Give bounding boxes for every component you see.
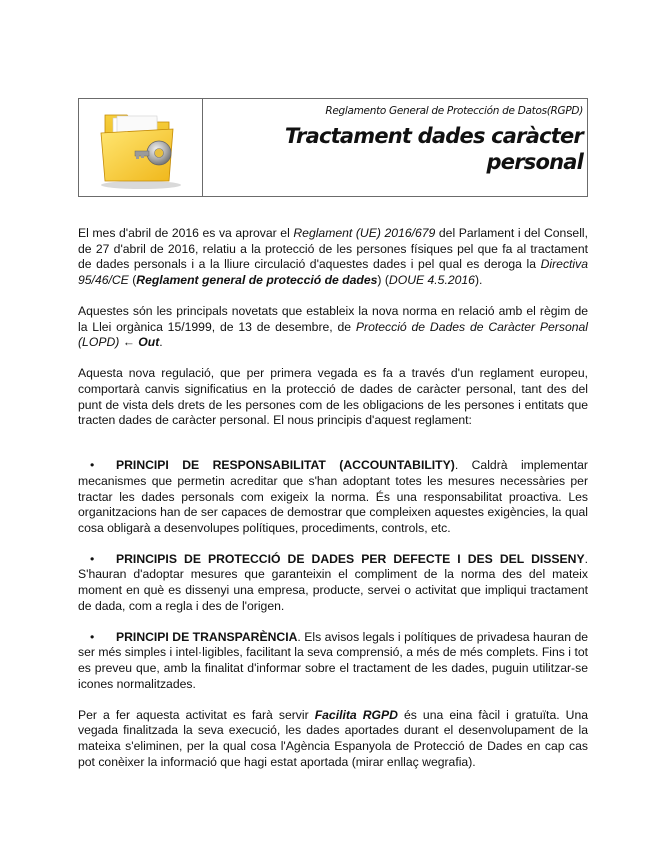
bullet-heading: PRINCIPIS DE PROTECCIÓ DE DADES PER DEFECTE I DES DEL DISSENY [116,551,585,566]
bullet-marker: • [90,629,95,644]
paragraph-intro [78,226,588,288]
regulation-reference: Reglament (UE) 2016/679 [293,226,436,240]
document-body [78,226,588,786]
lopd-reference: Protecció de Dades de Caràcter Personal (LOPD) [78,319,588,350]
bullet-marker: • [90,551,95,566]
bullet-heading: PRINCIPI DE RESPONSABILITAT (ACCOUNTABILITY) [116,458,455,473]
paragraph-novelties [78,304,588,351]
text-run: . [159,335,163,350]
directive-reference: Directiva 95/46/CE [78,257,588,287]
paragraph-facilita [78,708,588,770]
header-divider [202,99,203,196]
bullet-text: . Els avisos legals i polítiques de privadesa hauran de ser més simples i intel·ligibles, facilitant la seva comprensió, a més de més complets. Fins i tot es preveu que, amb la finalitat d'informar sobre el tractament de les dades, puguin utilitzar-se icones normalitzades. [78,629,588,691]
text-run: El mes d'abril de 2016 es va aprovar el [78,226,294,240]
text-run: ← [119,335,139,350]
spacer [78,444,588,458]
text-run: ) ( [377,272,389,287]
header-box [78,98,588,197]
facilita-rgpd-name: Facilita RGPD [314,707,398,722]
text-run: del Parlament i del Consell, de 27 d'abril de 2016, relatiu a la protecció de les persones físiques pel que fa al tractament de dades personals i a la lliure circulació d'aquestes dades i pel qual es deroga la [78,226,588,272]
bullet-marker: • [90,458,95,473]
text-run: ( [128,272,137,287]
paragraph-regulation: Aquesta nova regulació, que per primera vegada es fa a través d'un reglament europeu, comportarà canvis significatius en la protecció de dades de caràcter personal, tant des del punt de vista dels drets de les persones com de les obligacions de les persones i entitats que tracten dades de caràcter personal. El nous principis d'aquest reglament: [78,366,588,428]
header-title: Tractament dades caràcter personal [284,124,583,174]
regulation-name: Reglament general de protecció de dades [136,272,378,287]
text-run: ). [474,272,483,287]
bullet-heading: PRINCIPI DE TRANSPARÈNCIA [116,629,298,644]
out-label: Out [138,335,160,350]
doue-reference: DOUE 4.5.2016 [388,272,475,287]
bullet-text: . Caldrà implementar mecanismes que permetin acreditar que s'han adoptant totes les mesures necessàries per tractar les dades personals com exigeix la norma. És una responsabilitat proactiva. Les organitzacions han de ser capaces de demostrar que compleixen aquestes exigències, la qual cosa obligarà a desenvolupes polítiques, procediments, controls, etc. [78,458,588,535]
bullet-accountability [78,458,588,536]
header-subtitle: Reglamento General de Protección de Datos(RGPD) [325,105,583,117]
bullet-text: . S'hauran d'adoptar mesures que garanteixin el compliment de la norma des del mateix moment en què es dissenyi una empresa, producte, servei o activitat que impliqui tractament de dada, com a regla i des de l'origen. [78,551,588,613]
folder-key-icon [89,105,193,191]
bullet-transparency [78,630,588,692]
bullet-privacy-by-design [78,552,588,614]
text-run: Per a fer aquesta activitat es farà servir [78,707,315,722]
text-run: Aquestes són les principals novetats que estableix la nova norma en relació amb el règim de la Llei orgànica 15/1999, de 13 de desembre, de [78,303,588,334]
text-run: és una eina fàcil i gratuïta. Una vegada finalitzada la seva execució, les dades aportades durant el desenvolupament de la mateixa s'eliminen, per la qual cosa l'Agència Espanyola de Protecció de Dades en cap cas pot conèixer la informació que hagi estat aportada (mirar enllaç wegrafia). [78,707,589,769]
